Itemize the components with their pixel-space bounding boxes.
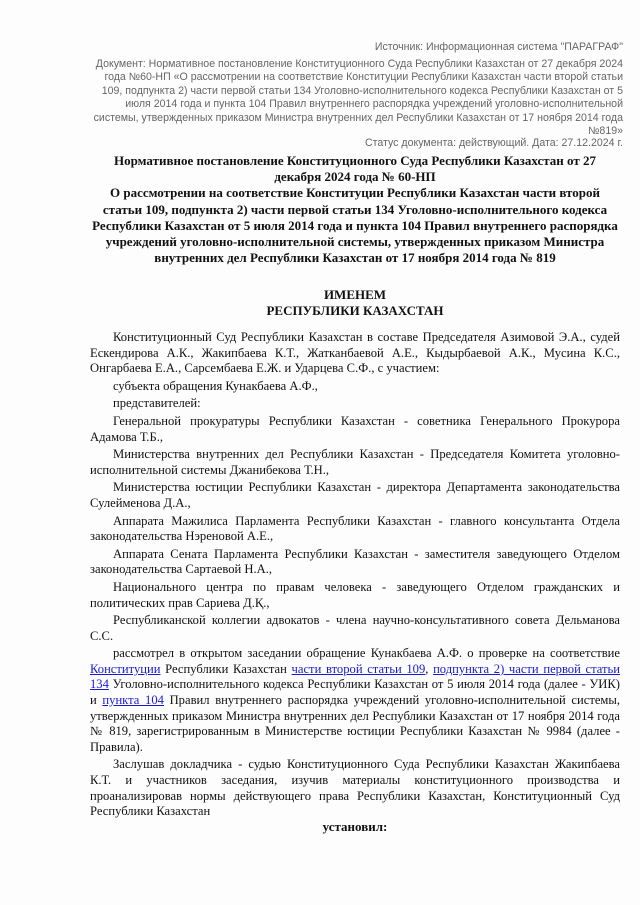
document-description: Документ: Нормативное постановление Конституционного Суда Республики Казахстан от 27 декабря 2024 года №60-НП «О рассмотрении на соответствие Конституции Республики Казахстан части второй статьи 109, подпункта 2) части первой статьи 134 Уголовно-исполнительного кодекса Республики Казахстан от 5 июля 2014 года и пункта 104 Правил внутреннего распорядка учреждений уголовно-исполнительной системы, утвержденных приказом Министра внутренних дел Республики Казахстан от 17 ноября 2014 года №819» (93, 58, 623, 138)
link-article-134[interactable]: подпункта 2) части первой статьи 134 (90, 661, 620, 692)
paragraph-representatives: представителей: (113, 396, 201, 411)
paragraph-court-composition: Конституционный Суд Республики Казахстан в составе Председателя Азимовой Э.А., судей Ескендирова А.К., Жакипбаева К.Т., Жатканбаевой А.Е., Кыдырбаевой А.К., Мусина К.С., Онгарбаева Е.А., Сарсембаева Е.Ж. и Ударцева С.Ф., с участием: (90, 330, 620, 376)
section-heading (90, 287, 620, 320)
paragraph-considered: рассмотрел в открытом заседании обращение Кунакбаева А.Ф. о проверке на соответствие Конституции Республики Казахстан части второй статьи 109, подпункта 2) части первой статьи 134 Уголовно-исполнительного кодекса Республики Казахстан от 5 июля 2014 года (далее - УИК) и пункта 104 Правил внутреннего распорядка учреждений уголовно-исполнительной системы, утвержденных приказом Министра внутренних дел Республики Казахстан от 17 ноября 2014 года № 819, зарегистрированным в Министерстве юстиции Республики Казахстан № 9984 (далее - Правила). (90, 646, 621, 754)
link-constitution[interactable]: Конституции (90, 661, 161, 676)
title-resolution: Нормативное постановление Конституционного Суда Республики Казахстан от 27 декабря 2024 года № 60-НП (114, 153, 596, 185)
paragraph-justice-ministry: Министерства юстиции Республики Казахстан - директора Департамента законодательства Сулейменова Д.А., (90, 480, 620, 510)
paragraph-senate: Аппарата Сената Парламента Республики Казахстан - заместителя заведующего Отделом законодательства Сартаевой Н.А., (90, 546, 620, 577)
paragraph-mazhilis: Аппарата Мажилиса Парламента Республики Казахстан - главного консультанта Отдела законодательства Нэреновой А.Е., (90, 513, 620, 544)
source-line: Источник: Информационная система "ПАРАГРАФ" (374, 41, 623, 53)
paragraph-having-heard: Заслушав докладчика - судью Конституционного Суда Республики Казахстан Жакипбаева К.Т. и участников заседания, изучив материалы конституционного производства и проанализировав нормы действующего права Республики Казахстан, Конституционный Суд Республики Казахстан (90, 757, 620, 819)
document-status: Статус документа: действующий. Дата: 27.12.2024 г. (364, 137, 623, 149)
heading-line-2: РЕСПУБЛИКИ КАЗАХСТАН (266, 303, 444, 319)
heading-line-1: ИМЕНЕМ (323, 287, 387, 302)
title-subject: О рассмотрении на соответствие Конституции Республики Казахстан части второй статьи 109, подпункта 2) части первой статьи 134 Уголовно-исполнительного кодекса Республики Казахстан от 5 июля 2014 года и пункта 104 Правил внутреннего распорядка учреждений уголовно-исполнительной системы, утвержденных приказом Министра внутренних дел Республики Казахстан от 17 ноября 2014 года № 819 (92, 185, 618, 266)
paragraph-bar-association: Республиканской коллегии адвокатов - члена научно-консультативного совета Дельманова С.С. (90, 613, 620, 643)
paragraph-prosecutor: Генеральной прокуратуры Республики Казахстан - советника Генерального Прокурора Адамова Т.Б., (90, 413, 620, 444)
document-title (90, 153, 620, 266)
link-item-104[interactable]: пункта 104 (102, 693, 164, 708)
document-body (90, 330, 620, 822)
paragraph-subject: субъекта обращения Кунакбаева А.Ф., (113, 378, 318, 393)
paragraph-interior-ministry: Министерства внутренних дел Республики Казахстан - Председателя Комитета уголовно-исполнительной системы Джанибекова Т.Н., (90, 447, 620, 477)
paragraph-human-rights-center: Национального центра по правам человека - заведующего Отделом гражданских и политических прав Сариева Д.Қ., (90, 579, 620, 610)
established-heading: установил: (322, 819, 388, 834)
link-article-109[interactable]: части второй статьи 109 (291, 661, 426, 676)
